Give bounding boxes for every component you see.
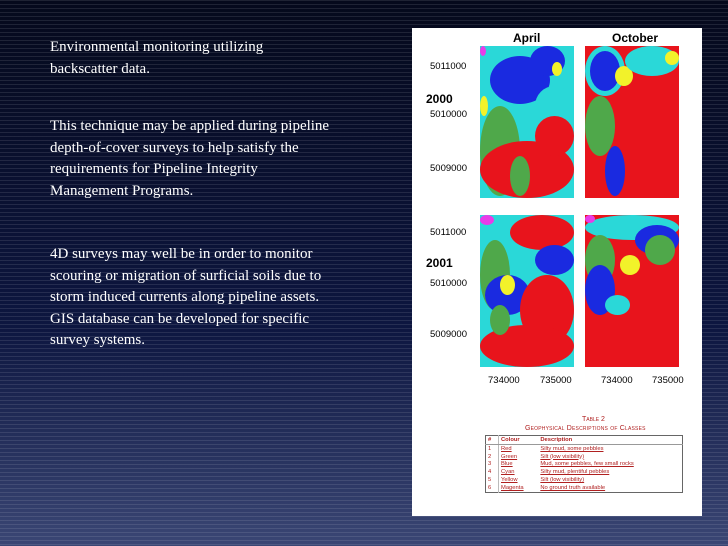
map-class-region: [480, 96, 488, 116]
x-tick-label: 735000: [540, 375, 572, 386]
row-number: 4: [486, 468, 499, 476]
y-tick-label: 5011000: [430, 61, 467, 72]
y-tick-label: 5010000: [430, 278, 467, 289]
column-header-october: October: [612, 31, 659, 45]
row-colour: Yellow: [501, 477, 518, 484]
year-label-2001: 2001: [426, 256, 453, 270]
map-october-2001: [585, 215, 679, 367]
intro-paragraph: Environmental monitoring utilizing backscatter data.: [50, 39, 264, 77]
map-class-region: [605, 146, 625, 196]
header-description: Description: [538, 436, 682, 445]
row-number: 2: [486, 453, 499, 461]
map-class-region: [510, 215, 574, 250]
map-class-region: [552, 62, 562, 76]
x-tick-label: 735000: [652, 375, 684, 386]
header-number: #: [486, 436, 499, 445]
row-description: No ground truth available: [540, 484, 606, 491]
table-row: [486, 453, 683, 461]
map-class-region: [535, 116, 574, 156]
map-class-region: [665, 51, 679, 65]
map-class-region: [490, 305, 510, 335]
row-colour: Magenta: [501, 484, 524, 491]
table-row: [486, 445, 683, 453]
table-row: [486, 468, 683, 476]
y-tick-label: 5009000: [430, 329, 467, 340]
y-tick-label: 5011000: [430, 227, 467, 238]
table-subtitle: Geophysical Descriptions of Classes: [525, 425, 646, 432]
map-class-region: [500, 275, 515, 295]
y-tick-label: 5009000: [430, 163, 467, 174]
row-number: 3: [486, 461, 499, 469]
map-class-region: [480, 46, 486, 56]
row-colour: Cyan: [501, 469, 515, 476]
map-april-2000: [480, 46, 574, 198]
map-class-region: [590, 51, 620, 91]
4d-surveys-paragraph: 4D surveys may well be in order to monitor scouring or migration of surficial soils due to storm induced currents along pipeline assets. GIS database can be developed for specific survey systems.: [50, 246, 322, 348]
y-tick-label: 5010000: [430, 109, 467, 120]
column-header-april: April: [513, 31, 541, 45]
table-row: [486, 484, 683, 492]
row-number: 6: [486, 484, 499, 492]
map-class-region: [585, 215, 595, 223]
row-number: 1: [486, 445, 499, 453]
map-april-2001: [480, 215, 574, 367]
table-header-row: [486, 436, 683, 445]
table-row: [486, 476, 683, 484]
map-class-region: [535, 245, 574, 275]
x-tick-label: 734000: [488, 375, 520, 386]
row-description: Silty mud, some pebbles: [540, 445, 604, 452]
technique-paragraph: This technique may be applied during pipeline depth-of-cover surveys to help satisfy the requirements for Pipeline Integrity Management Programs.: [50, 118, 330, 199]
x-tick-label: 734000: [601, 375, 633, 386]
row-description: Silt (low visibility): [540, 453, 585, 460]
row-number: 5: [486, 476, 499, 484]
row-description: Mud, some pebbles, few small rocks: [540, 461, 634, 468]
map-class-region: [620, 255, 640, 275]
table-row: [486, 461, 683, 469]
backscatter-figure-panel: [412, 28, 702, 516]
row-colour: Red: [501, 445, 512, 452]
map-class-region: [585, 96, 615, 156]
map-class-region: [605, 295, 630, 315]
row-description: Silt (low visibility): [540, 477, 585, 484]
class-description-table: [485, 435, 683, 493]
row-colour: Blue: [501, 461, 513, 468]
map-october-2000: [585, 46, 679, 198]
row-description: Silty mud, plentiful pebbles: [540, 469, 610, 476]
row-colour: Green: [501, 453, 518, 460]
map-class-region: [480, 215, 494, 225]
header-colour: Colour: [499, 436, 539, 445]
map-class-region: [510, 156, 530, 196]
map-class-region: [645, 235, 675, 265]
table-title: Table 2: [582, 416, 605, 423]
year-label-2000: 2000: [426, 92, 453, 106]
